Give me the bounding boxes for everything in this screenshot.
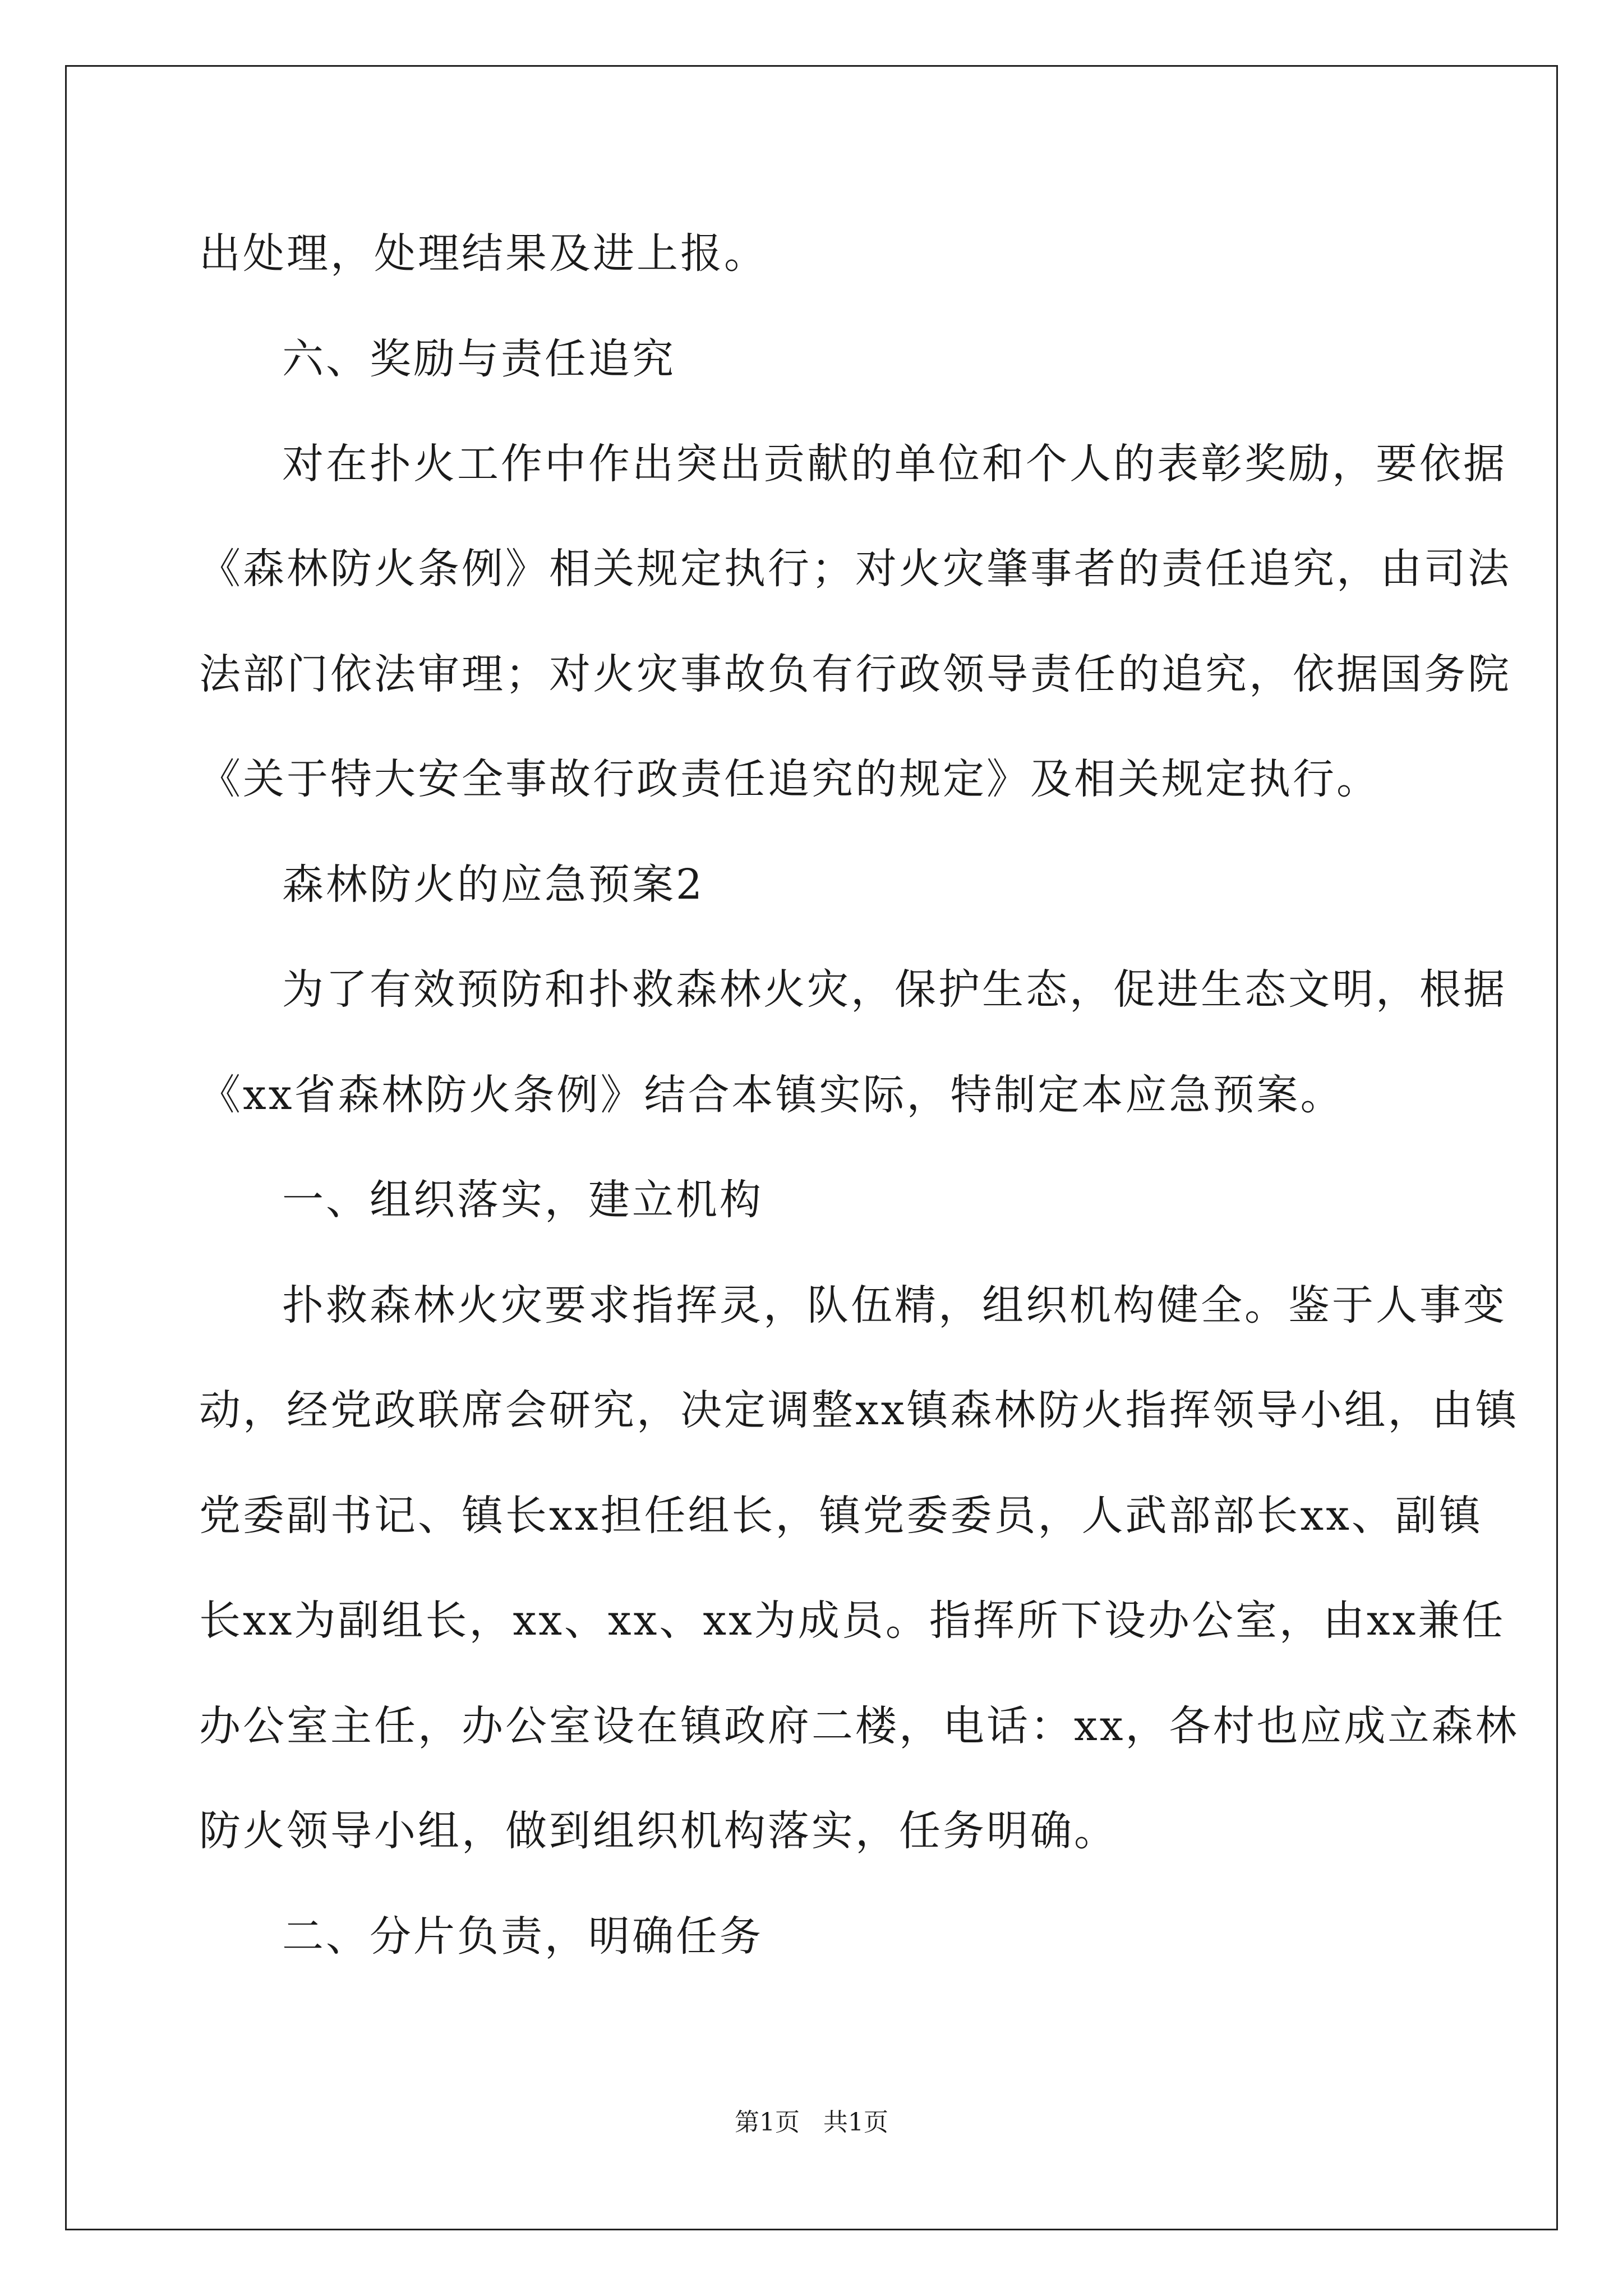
page-border (65, 65, 1558, 2230)
document-subtitle: 森林防火的应急预案2 (282, 861, 705, 909)
text-line-12: 动，经党政联席会研究，决定调整xx镇森林防火指挥领导小组，由镇 (199, 1386, 1519, 1434)
text-line-8: 为了有效预防和扑救森林火灾，保护生态，促进生态文明，根据 (282, 965, 1507, 1014)
text-line-6: 《关于特大安全事故行政责任追究的规定》及相关规定执行。 (199, 755, 1380, 803)
text-line-16: 防火领导小组，做到组织机构落实，任务明确。 (199, 1807, 1118, 1855)
text-line-3: 对在扑火工作中作出突出贡献的单位和个人的表彰奖励，要依据 (282, 440, 1507, 488)
section-heading-2: 二、分片负责，明确任务 (282, 1912, 763, 1961)
text-line-1: 出处理，处理结果及进上报。 (199, 229, 768, 278)
text-line-4: 《森林防火条例》相关规定执行；对火灾肇事者的责任追究，由司法 (199, 545, 1511, 593)
text-line-15: 办公室主任，办公室设在镇政府二楼，电话：xx，各村也应成立森林 (199, 1702, 1519, 1750)
text-line-11: 扑救森林火灾要求指挥灵，队伍精，组织机构健全。鉴于人事变 (282, 1281, 1507, 1329)
text-line-13: 党委副书记、镇长xx担任组长，镇党委委员，人武部部长xx、副镇 (199, 1492, 1483, 1540)
text-line-14: 长xx为副组长，xx、xx、xx为成员。指挥所下设办公室，由xx兼任 (199, 1596, 1506, 1645)
text-line-9: 《xx省森林防火条例》结合本镇实际，特制定本应急预案。 (199, 1071, 1344, 1119)
text-line-5: 法部门依法审理；对火灾事故负有行政领导责任的追究，依据国务院 (199, 650, 1511, 698)
page-number-footer: 第1页 共1页 (735, 2108, 888, 2137)
section-heading-6: 六、奖励与责任追究 (282, 335, 676, 383)
section-heading-1: 一、组织落实，建立机构 (282, 1176, 763, 1224)
